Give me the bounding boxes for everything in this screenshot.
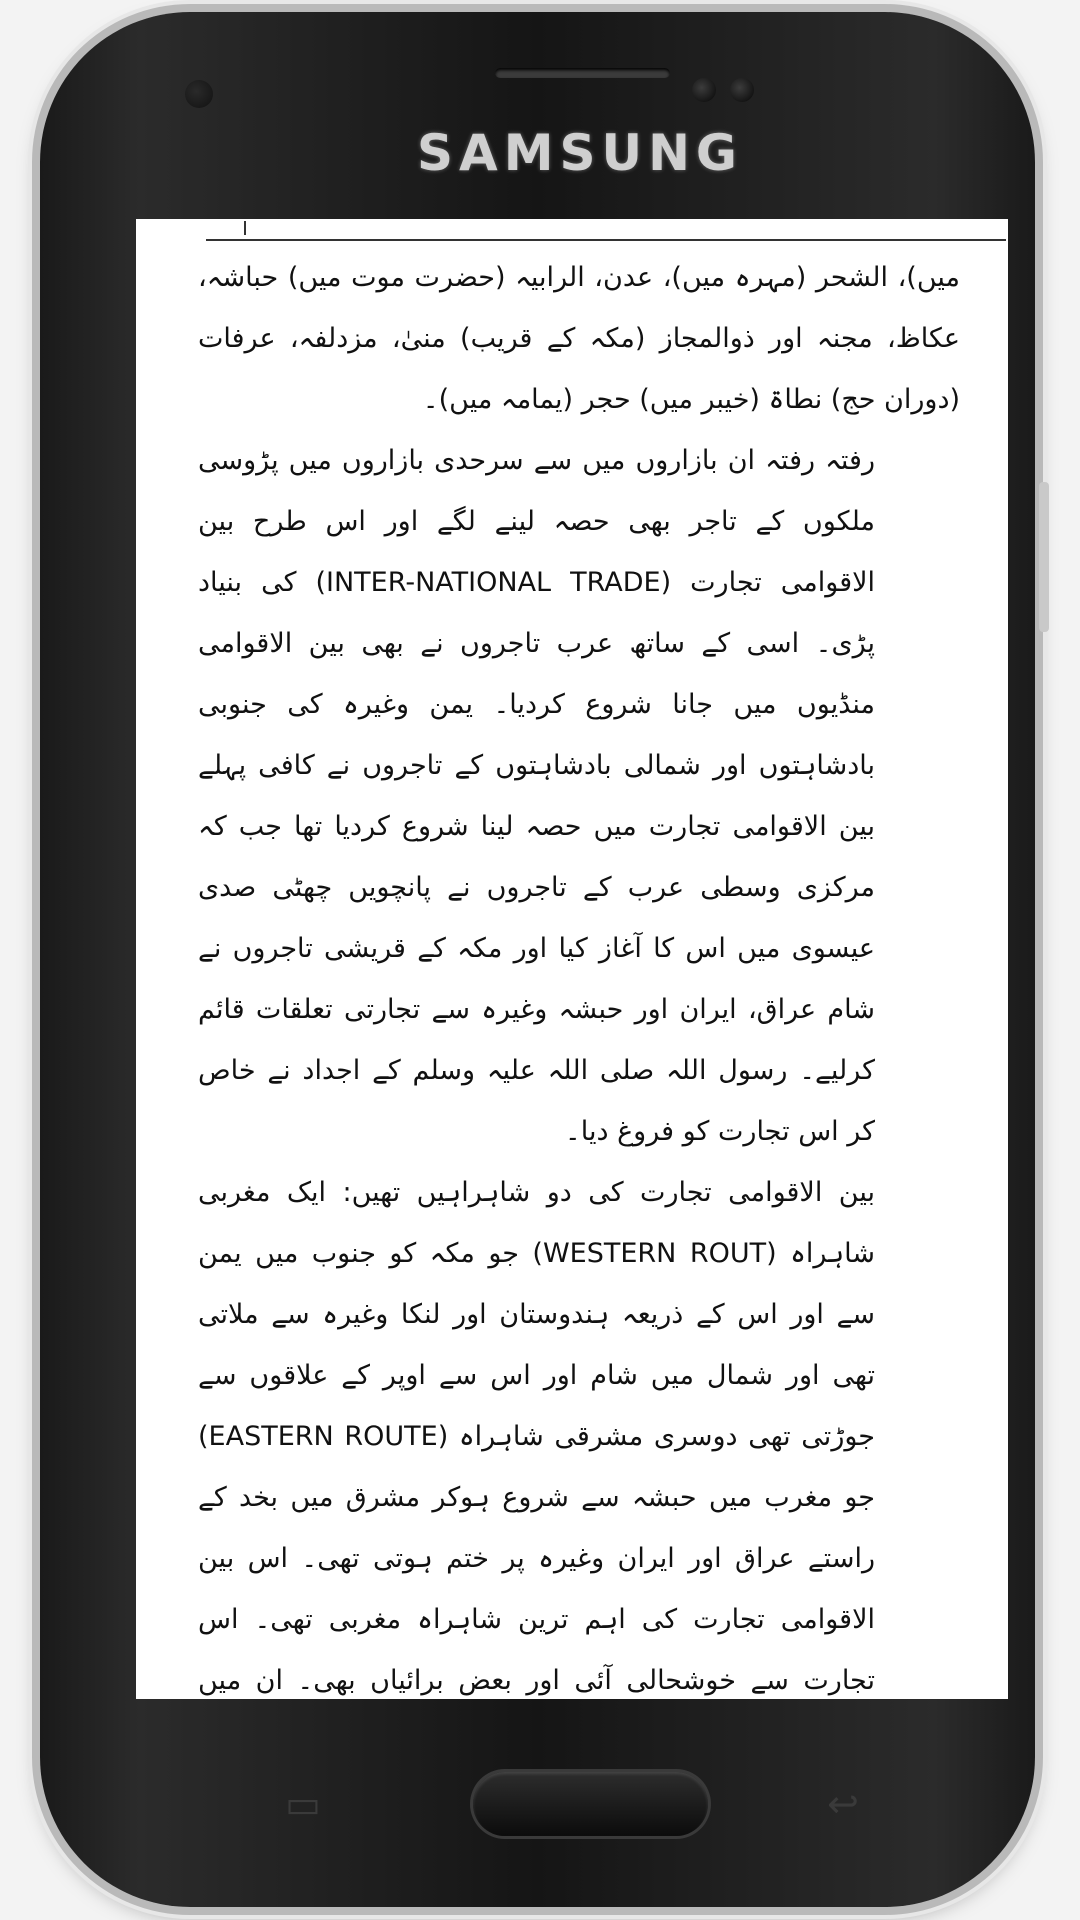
front-camera-icon	[185, 80, 213, 108]
back-icon[interactable]: ↩	[827, 1782, 859, 1826]
document-page[interactable]	[198, 247, 960, 1699]
paragraph-international-trade: رفتہ رفتہ ان بازاروں میں سے سرحدی بازاروں میں پڑوسی ملکوں کے تاجر بھی حصہ لینے لگے اور اس طرح بین الاقوامی تجارت (INTER-NATIONAL TRADE) کی بنیاد پڑی۔ اسی کے ساتھ عرب تاجروں نے بھی بین الاقوامی منڈیوں میں جانا شروع کردیا۔ یمن وغیرہ کی جنوبی بادشاہتوں اور شمالی بادشاہتوں کے تاجروں نے کافی پہلے بین الاقوامی تجارت میں حصہ لینا شروع کردیا تھا جب کہ مرکزی وسطی عرب کے تاجروں نے پانچویں چھٹی صدی عیسوی میں اس کا آغاز کیا اور مکہ کے قریشی تاجروں نے شام عراق، ایران اور حبشہ وغیرہ سے تجارتی تعلقات قائم کرلیے۔ رسول اللہ صلی اللہ علیہ وسلم کے اجداد نے خاص کر اس تجارت کو فروغ دیا۔	[198, 445, 875, 1147]
proximity-sensor-icon	[692, 78, 716, 102]
phone-frame	[40, 12, 1035, 1907]
page-corner-mark	[244, 221, 246, 235]
home-button[interactable]	[473, 1772, 708, 1836]
brand-logo: SAMSUNG	[417, 124, 743, 182]
power-button[interactable]	[1039, 482, 1049, 632]
page-top-rule	[206, 239, 1006, 241]
recent-apps-icon[interactable]: ▭	[285, 1782, 321, 1826]
paragraph-markets-list: میں)، الشحر (مہرہ میں)، عدن، الرابیہ (حضرت موت میں) حباشہ، عکاظ، مجنہ اور ذوالمجاز (مکہ کے قریب) منیٰ، مزدلفہ، عرفات (دوران حج) نطاۃ (خیبر میں) حجر (یمامہ میں)۔	[198, 262, 960, 415]
screen	[136, 219, 1008, 1699]
earpiece-speaker	[495, 68, 670, 78]
light-sensor-icon	[730, 78, 754, 102]
paragraph-trade-routes: بین الاقوامی تجارت کی دو شاہراہیں تھیں: ایک مغربی شاہراہ (WESTERN ROUT) جو مکہ کو جنوب میں یمن سے اور اس کے ذریعہ ہندوستان اور لنکا وغیرہ سے ملاتی تھی اور شمال میں شام اور اس سے اوپر کے علاقوں سے جوڑتی تھی دوسری مشرقی شاہراہ (EASTERN ROUTE) جو مغرب میں حبشہ سے شروع ہوکر مشرق میں بخد کے راستے عراق اور ایران وغیرہ پر ختم ہوتی تھی۔ اس بین الاقوامی تجارت کی اہم ترین شاہراہ مغربی تھی۔ اس تجارت سے خوشحالی آئی اور بعض برائیاں بھی۔ ان میں	[198, 1177, 875, 1696]
